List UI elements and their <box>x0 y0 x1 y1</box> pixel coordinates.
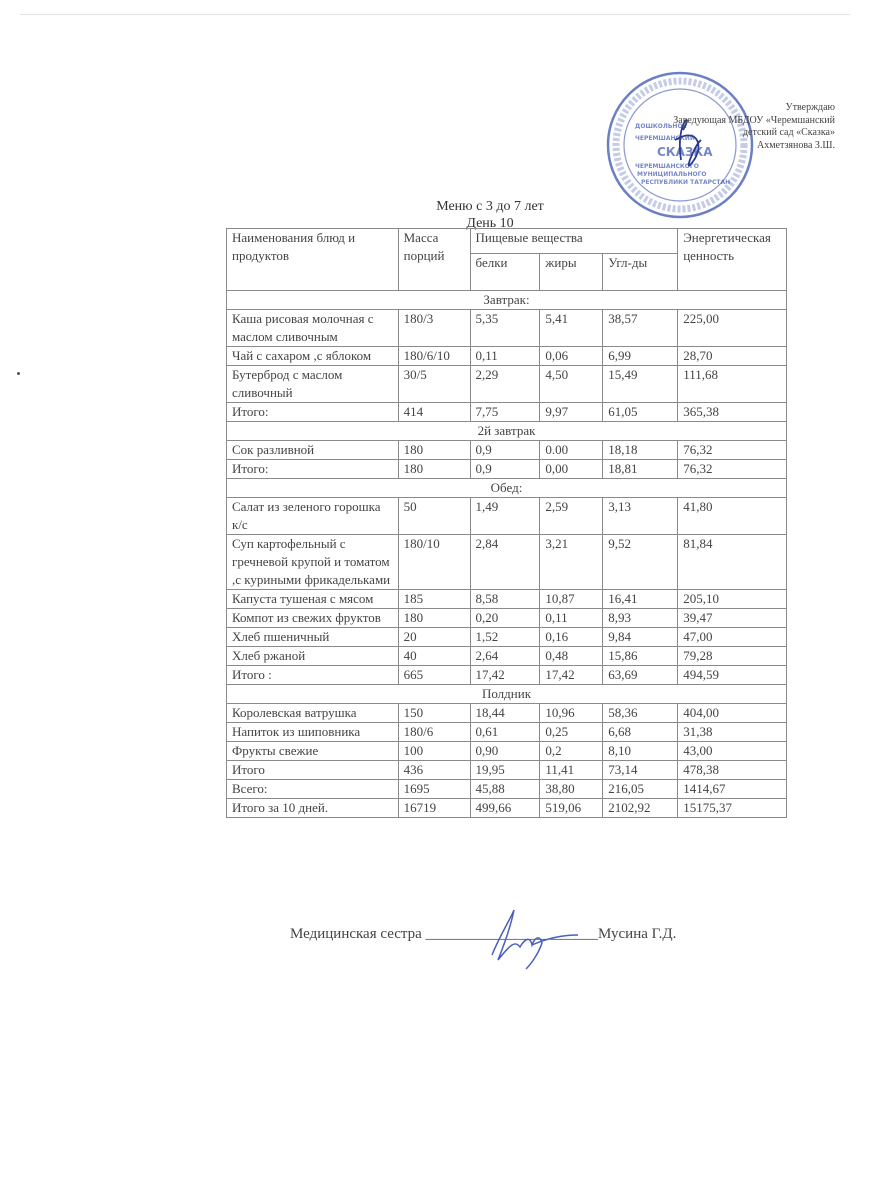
energy: 478,38 <box>678 761 787 780</box>
dish-name: Салат из зеленого горошка к/с <box>227 498 399 535</box>
protein: 0,61 <box>470 723 540 742</box>
portion-mass: 180/10 <box>398 535 470 590</box>
table-row <box>227 704 787 723</box>
carbs: 9,84 <box>603 628 678 647</box>
header-fat: жиры <box>540 254 603 291</box>
energy: 31,38 <box>678 723 787 742</box>
portion-mass: 50 <box>398 498 470 535</box>
dish-name: Итого <box>227 761 399 780</box>
portion-mass: 665 <box>398 666 470 685</box>
table-row <box>227 742 787 761</box>
carbs: 9,52 <box>603 535 678 590</box>
carbs: 6,99 <box>603 347 678 366</box>
dish-name: Компот из свежих фруктов <box>227 609 399 628</box>
dish-name: Итого за 10 дней. <box>227 799 399 818</box>
energy: 111,68 <box>678 366 787 403</box>
energy: 1414,67 <box>678 780 787 799</box>
protein: 5,35 <box>470 310 540 347</box>
fat: 5,41 <box>540 310 603 347</box>
approval-line: Утверждаю <box>785 102 835 113</box>
energy: 365,38 <box>678 403 787 422</box>
fat: 4,50 <box>540 366 603 403</box>
table-row <box>227 723 787 742</box>
carbs: 8,10 <box>603 742 678 761</box>
protein: 8,58 <box>470 590 540 609</box>
section-row <box>227 422 787 441</box>
signature-blank: _______________________ <box>425 926 599 942</box>
header-protein: белки <box>470 254 540 291</box>
fat: 0,48 <box>540 647 603 666</box>
fat: 519,06 <box>540 799 603 818</box>
portion-mass: 180 <box>398 441 470 460</box>
fat: 0,2 <box>540 742 603 761</box>
protein: 2,29 <box>470 366 540 403</box>
portion-mass: 100 <box>398 742 470 761</box>
carbs: 61,05 <box>603 403 678 422</box>
carbs: 2102,92 <box>603 799 678 818</box>
energy: 494,59 <box>678 666 787 685</box>
protein: 0,11 <box>470 347 540 366</box>
protein: 2,84 <box>470 535 540 590</box>
nurse-name: Мусина Г.Д. <box>598 926 677 942</box>
portion-mass: 16719 <box>398 799 470 818</box>
energy: 39,47 <box>678 609 787 628</box>
fat: 0,25 <box>540 723 603 742</box>
approval-line: детский сад «Сказка» <box>742 127 835 138</box>
nurse-role: Медицинская сестра <box>290 926 422 942</box>
carbs: 18,18 <box>603 441 678 460</box>
portion-mass: 30/5 <box>398 366 470 403</box>
table-row <box>227 441 787 460</box>
approval-line: Ахметзянова З.Ш. <box>756 139 835 151</box>
section-row <box>227 291 787 310</box>
protein: 499,66 <box>470 799 540 818</box>
carbs: 8,93 <box>603 609 678 628</box>
carbs: 73,14 <box>603 761 678 780</box>
total-row <box>227 666 787 685</box>
header-energy: Энергетическая ценность <box>678 229 787 291</box>
svg-text:ЧЕРЕМШАНСКОГО: ЧЕРЕМШАНСКОГО <box>635 163 699 170</box>
energy: 76,32 <box>678 441 787 460</box>
table-row <box>227 590 787 609</box>
portion-mass: 1695 <box>398 780 470 799</box>
protein: 0,9 <box>470 441 540 460</box>
carbs: 3,13 <box>603 498 678 535</box>
menu-title: Меню с 3 до 7 лет <box>436 199 544 214</box>
energy: 404,00 <box>678 704 787 723</box>
portion-mass: 20 <box>398 628 470 647</box>
section-title: Завтрак: <box>227 291 787 310</box>
table-row <box>227 535 787 590</box>
svg-text:МУНИЦИПАЛЬНОГО: МУНИЦИПАЛЬНОГО <box>637 171 707 178</box>
portion-mass: 40 <box>398 647 470 666</box>
carbs: 6,68 <box>603 723 678 742</box>
energy: 47,00 <box>678 628 787 647</box>
portion-mass: 185 <box>398 590 470 609</box>
dish-name: Напиток из шиповника <box>227 723 399 742</box>
menu-day: День 10 <box>466 216 514 231</box>
svg-text:СКАЗКА: СКАЗКА <box>657 145 713 159</box>
scan-edge-line <box>20 14 850 15</box>
approval-block <box>673 102 835 152</box>
protein: 2,64 <box>470 647 540 666</box>
portion-mass: 180/6/10 <box>398 347 470 366</box>
total-row <box>227 761 787 780</box>
scan-speck <box>17 372 20 375</box>
table-row <box>227 628 787 647</box>
dish-name: Хлеб ржаной <box>227 647 399 666</box>
fat: 0,16 <box>540 628 603 647</box>
energy: 15175,37 <box>678 799 787 818</box>
approval-line: Заведующая МБДОУ «Черемшанский <box>673 114 835 126</box>
energy: 81,84 <box>678 535 787 590</box>
header-nutrients: Пищевые вещества <box>470 229 678 254</box>
carbs: 16,41 <box>603 590 678 609</box>
fat: 0.00 <box>540 441 603 460</box>
energy: 43,00 <box>678 742 787 761</box>
total-row <box>227 780 787 799</box>
table-row <box>227 609 787 628</box>
energy: 79,28 <box>678 647 787 666</box>
total-row <box>227 403 787 422</box>
fat: 38,80 <box>540 780 603 799</box>
protein: 45,88 <box>470 780 540 799</box>
protein: 7,75 <box>470 403 540 422</box>
energy: 225,00 <box>678 310 787 347</box>
portion-mass: 180 <box>398 609 470 628</box>
svg-text:РЕСПУБЛИКИ ТАТАРСТАН: РЕСПУБЛИКИ ТАТАРСТАН <box>641 179 731 186</box>
fat: 10,96 <box>540 704 603 723</box>
protein: 0,9 <box>470 460 540 479</box>
dish-name: Бутерброд с маслом сливочный <box>227 366 399 403</box>
dish-name: Каша рисовая молочная с маслом сливочным <box>227 310 399 347</box>
section-row <box>227 479 787 498</box>
protein: 0,90 <box>470 742 540 761</box>
svg-text:ДОШКОЛЬНОЕ: ДОШКОЛЬНОЕ <box>635 123 687 130</box>
section-title: 2й завтрак <box>227 422 787 441</box>
dish-name: Капуста тушеная с мясом <box>227 590 399 609</box>
table-row <box>227 498 787 535</box>
fat: 3,21 <box>540 535 603 590</box>
fat: 0,11 <box>540 609 603 628</box>
portion-mass: 436 <box>398 761 470 780</box>
header-carbs: Угл-ды <box>603 254 678 291</box>
fat: 0,06 <box>540 347 603 366</box>
carbs: 15,49 <box>603 366 678 403</box>
carbs: 38,57 <box>603 310 678 347</box>
portion-mass: 180 <box>398 460 470 479</box>
carbs: 63,69 <box>603 666 678 685</box>
carbs: 216,05 <box>603 780 678 799</box>
section-row <box>227 685 787 704</box>
protein: 1,49 <box>470 498 540 535</box>
protein: 18,44 <box>470 704 540 723</box>
table-row <box>227 366 787 403</box>
header-mass: Масса порций <box>398 229 470 291</box>
portion-mass: 180/3 <box>398 310 470 347</box>
energy: 205,10 <box>678 590 787 609</box>
table-row <box>227 310 787 347</box>
dish-name: Королевская ватрушка <box>227 704 399 723</box>
dish-name: Всего: <box>227 780 399 799</box>
dish-name: Итого : <box>227 666 399 685</box>
carbs: 15,86 <box>603 647 678 666</box>
portion-mass: 150 <box>398 704 470 723</box>
protein: 1,52 <box>470 628 540 647</box>
protein: 17,42 <box>470 666 540 685</box>
fat: 2,59 <box>540 498 603 535</box>
dish-name: Чай с сахаром ,с яблоком <box>227 347 399 366</box>
total-row <box>227 460 787 479</box>
dish-name: Сок разливной <box>227 441 399 460</box>
section-title: Обед: <box>227 479 787 498</box>
carbs: 18,81 <box>603 460 678 479</box>
section-title: Полдник <box>227 685 787 704</box>
fat: 9,97 <box>540 403 603 422</box>
dish-name: Итого: <box>227 460 399 479</box>
fat: 17,42 <box>540 666 603 685</box>
fat: 10,87 <box>540 590 603 609</box>
dish-name: Итого: <box>227 403 399 422</box>
table-row <box>227 647 787 666</box>
header-name: Наименования блюд и продуктов <box>227 229 399 291</box>
energy: 28,70 <box>678 347 787 366</box>
fat: 0,00 <box>540 460 603 479</box>
dish-name: Хлеб пшеничный <box>227 628 399 647</box>
protein: 0,20 <box>470 609 540 628</box>
carbs: 58,36 <box>603 704 678 723</box>
energy: 41,80 <box>678 498 787 535</box>
nurse-signature <box>480 905 580 970</box>
portion-mass: 414 <box>398 403 470 422</box>
dish-name: Суп картофельный с гречневой крупой и томатом ,с куриными фрикадельками <box>227 535 399 590</box>
portion-mass: 180/6 <box>398 723 470 742</box>
energy: 76,32 <box>678 460 787 479</box>
total-row <box>227 799 787 818</box>
table-row <box>227 347 787 366</box>
dish-name: Фрукты свежие <box>227 742 399 761</box>
menu-table <box>226 228 787 818</box>
fat: 11,41 <box>540 761 603 780</box>
svg-text:ЧЕРЕМШАНСКИЙ: ЧЕРЕМШАНСКИЙ <box>635 135 695 142</box>
protein: 19,95 <box>470 761 540 780</box>
